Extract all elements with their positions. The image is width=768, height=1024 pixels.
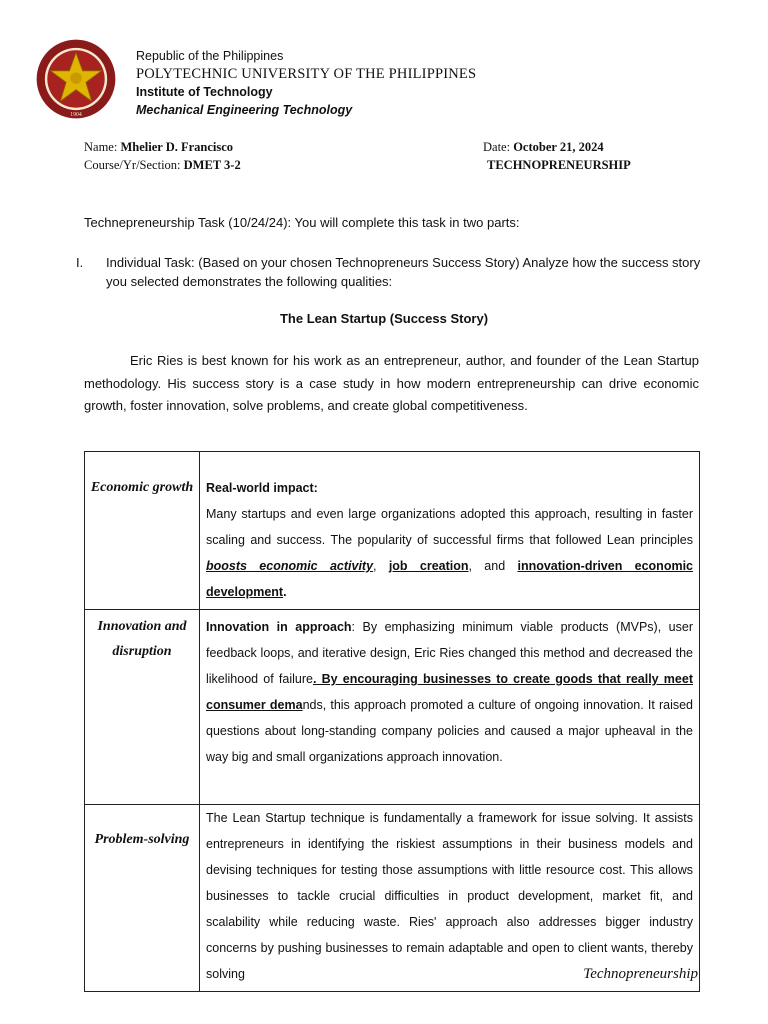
name-value: Mhelier D. Francisco bbox=[120, 140, 234, 154]
separator-text: , bbox=[373, 559, 389, 573]
page-footer: Technopreneurship bbox=[583, 966, 698, 982]
institute-name: Institute of Technology bbox=[136, 85, 273, 99]
quality-cell bbox=[85, 452, 200, 610]
intro-paragraph bbox=[84, 350, 699, 418]
table-row bbox=[85, 610, 700, 805]
emphasis-text: job creation bbox=[388, 559, 469, 573]
table-row bbox=[85, 805, 700, 992]
emphasis-text: . By encouraging businesses to create goods that really meet consumer dema bbox=[206, 672, 693, 712]
date-value: October 21, 2024 bbox=[513, 140, 604, 154]
course-line bbox=[84, 156, 241, 174]
republic-line: Republic of the Philippines bbox=[136, 49, 284, 63]
name-label: Name: bbox=[84, 140, 118, 154]
task-item-number: I. bbox=[76, 255, 84, 270]
description-text: nds, this approach promoted a culture of ongoing innovation. It raised questions about long-standing company policies and caused a major upheaval in the way big and small organizations approach innovation. bbox=[206, 698, 693, 764]
date-label: Date: bbox=[483, 140, 511, 154]
university-name: POLYTECHNIC UNIVERSITY OF THE PHILIPPINES bbox=[136, 66, 477, 82]
section-title: The Lean Startup (Success Story) bbox=[279, 311, 489, 326]
quality-label: Problem-solving bbox=[94, 832, 190, 847]
course-value: DMET 3-2 bbox=[183, 158, 241, 172]
subject-label: TECHNOPRENEURSHIP bbox=[487, 158, 631, 172]
end-punctuation: . bbox=[283, 585, 287, 599]
description-text: Many startups and even large organizations adopted this approach, resulting in faster scaling and success. The popularity of successful firms that followed Lean principles bbox=[206, 507, 693, 547]
description-text: : By emphasizing minimum viable products (MVPs), user feedback loops, and iterative design, Eric Ries changed this method and decreased the likelihood of failure bbox=[206, 620, 693, 686]
university-seal-icon bbox=[35, 38, 117, 120]
separator-text: , and bbox=[468, 559, 518, 573]
quality-label: Economic growth bbox=[90, 480, 194, 495]
student-info bbox=[84, 138, 241, 174]
lead-text: Innovation in approach bbox=[206, 620, 352, 634]
description-text: The Lean Startup technique is fundamentally a framework for issue solving. It assists entrepreneurs in identifying the riskiest assumptions in their business models and devising techniques for testing those assumptions with little resource cost. This allows businesses to tackle crucial difficulties in product development, market fit, and scalability while reducing waste. Ries' approach also addresses bigger industry concerns by pushing businesses to remain adaptable and open to client wants, thereby solving bbox=[206, 811, 693, 981]
svg-text:1904: 1904 bbox=[70, 111, 82, 118]
quality-label: Innovation and disruption bbox=[97, 619, 187, 659]
emphasis-text: boosts economic activity bbox=[206, 559, 374, 573]
quality-cell bbox=[85, 610, 200, 805]
course-label: Course/Yr/Section: bbox=[84, 158, 181, 172]
description-cell bbox=[200, 610, 700, 805]
task-item-text: Individual Task: (Based on your chosen Technopreneurs Success Story) Analyze how the success story you selected demonstrates the following qualities: bbox=[106, 255, 701, 289]
emphasis-text: innovation-driven economic development bbox=[206, 559, 693, 599]
date-info bbox=[483, 138, 631, 174]
letterhead bbox=[136, 47, 476, 119]
department-name: Mechanical Engineering Technology bbox=[136, 103, 353, 117]
table-row bbox=[85, 452, 700, 610]
date-line bbox=[483, 138, 631, 156]
task-intro: Technepreneurship Task (10/24/24): You will complete this task in two parts: bbox=[84, 215, 520, 230]
name-line bbox=[84, 138, 241, 156]
intro-paragraph-text: Eric Ries is best known for his work as an entrepreneur, author, and founder of the Lean Startup methodology. His success story is a case study in how modern entrepreneurship can drive economic growth, foster innovation, solve problems, and create global competitiveness. bbox=[84, 353, 699, 413]
quality-cell bbox=[85, 805, 200, 992]
qualities-table bbox=[84, 451, 700, 992]
task-item bbox=[76, 253, 704, 291]
description-cell bbox=[200, 452, 700, 610]
impact-label: Real-world impact: bbox=[206, 481, 318, 495]
description-cell bbox=[200, 805, 700, 992]
